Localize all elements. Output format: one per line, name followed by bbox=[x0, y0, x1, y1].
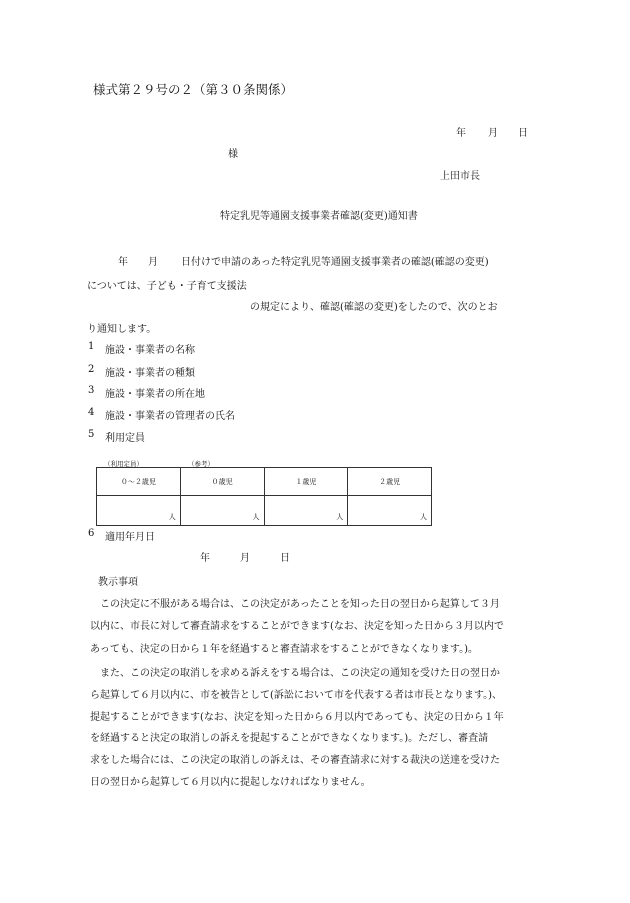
item-label: 適用年月日 bbox=[105, 532, 155, 543]
header-age-1: １歳児 bbox=[264, 468, 348, 496]
instruction-line-6: 提起することができます(なお、決定を知った日から６月以内であっても、決定の日から１年 bbox=[90, 712, 504, 723]
capacity-label: （利用定員） bbox=[104, 460, 143, 468]
intro-line-3: の規定により、確認(確認の変更)をしたので、次のとお bbox=[250, 302, 498, 313]
item-number: 5 bbox=[88, 429, 95, 440]
capacity-table bbox=[96, 467, 432, 526]
reference-label: （参考） bbox=[188, 460, 214, 468]
apply-day-label: 日 bbox=[280, 553, 290, 564]
instruction-line-3: あっても、決定の日から１年を経過すると審査請求をすることができなくなります。)。 bbox=[90, 644, 479, 655]
intro-text-1: 日付けで申請のあった特定乳児等通園支援事業者の確認(確認の変更) bbox=[181, 257, 489, 268]
intro-year: 年 bbox=[118, 257, 128, 268]
header-age-0-2: ０～２歳児 bbox=[97, 468, 181, 496]
item-number: 3 bbox=[88, 385, 95, 396]
value-cell-age-0[interactable]: 人 bbox=[180, 496, 264, 526]
instruction-line-4: また、この決定の取消しを求める訴えをする場合は、この決定の通知を受けた日の翌日か bbox=[100, 668, 500, 679]
item-number: 1 bbox=[88, 341, 95, 352]
item-label: 施設・事業者の所在地 bbox=[105, 389, 205, 400]
apply-year-label: 年 bbox=[200, 553, 210, 564]
header-age-2: ２歳児 bbox=[348, 468, 432, 496]
date-month-label: 月 bbox=[488, 128, 498, 139]
value-cell-age-2[interactable]: 人 bbox=[348, 496, 432, 526]
instruction-line-5: ら起算して６月以内に、市を被告として(訴訟において市を代表する者は市長となります。)、 bbox=[90, 690, 503, 701]
item-label: 施設・事業者の名称 bbox=[105, 345, 195, 356]
item-number: 4 bbox=[88, 407, 95, 418]
item-label: 利用定員 bbox=[105, 433, 145, 444]
item-number: 6 bbox=[88, 528, 95, 539]
instruction-line-1: この決定に不服がある場合は、この決定があったことを知った日の翌日から起算して３月 bbox=[100, 599, 500, 610]
issuer: 上田市長 bbox=[440, 171, 480, 182]
value-cell-age-1[interactable]: 人 bbox=[264, 496, 348, 526]
date-year-label: 年 bbox=[456, 128, 466, 139]
instruction-heading: 教示事項 bbox=[98, 577, 138, 588]
instruction-line-8: 求をした場合には、この決定の取消しの訴えは、その審査請求に対する裁決の送達を受けた bbox=[90, 755, 500, 766]
intro-line-4: り通知します。 bbox=[87, 324, 157, 335]
date-day-label: 日 bbox=[518, 128, 528, 139]
intro-line-2: については、子ども・子育て支援法 bbox=[87, 281, 247, 292]
header-age-0: ０歳児 bbox=[180, 468, 264, 496]
apply-month-label: 月 bbox=[240, 553, 250, 564]
item-number: 2 bbox=[88, 364, 95, 375]
instruction-line-2: 以内に、市長に対して審査請求をすることができます(なお、決定を知った日から３月以内で bbox=[90, 621, 504, 632]
form-number: 様式第２９号の２（第３０条関係） bbox=[93, 82, 294, 97]
addressee: 様 bbox=[228, 149, 238, 160]
item-label: 施設・事業者の種類 bbox=[105, 368, 195, 379]
document-title: 特定乳児等通園支援事業者確認(変更)通知書 bbox=[220, 211, 418, 222]
value-cell-age-0-2[interactable]: 人 bbox=[97, 496, 181, 526]
instruction-line-7: を経過すると決定の取消しの訴えを提起することができなくなります。)。ただし、審査請 bbox=[90, 733, 489, 744]
instruction-line-9: 日の翌日から起算して６月以内に提起しなければなりません。 bbox=[90, 777, 371, 788]
item-label: 施設・事業者の管理者の氏名 bbox=[105, 411, 235, 422]
intro-month: 月 bbox=[148, 257, 158, 268]
